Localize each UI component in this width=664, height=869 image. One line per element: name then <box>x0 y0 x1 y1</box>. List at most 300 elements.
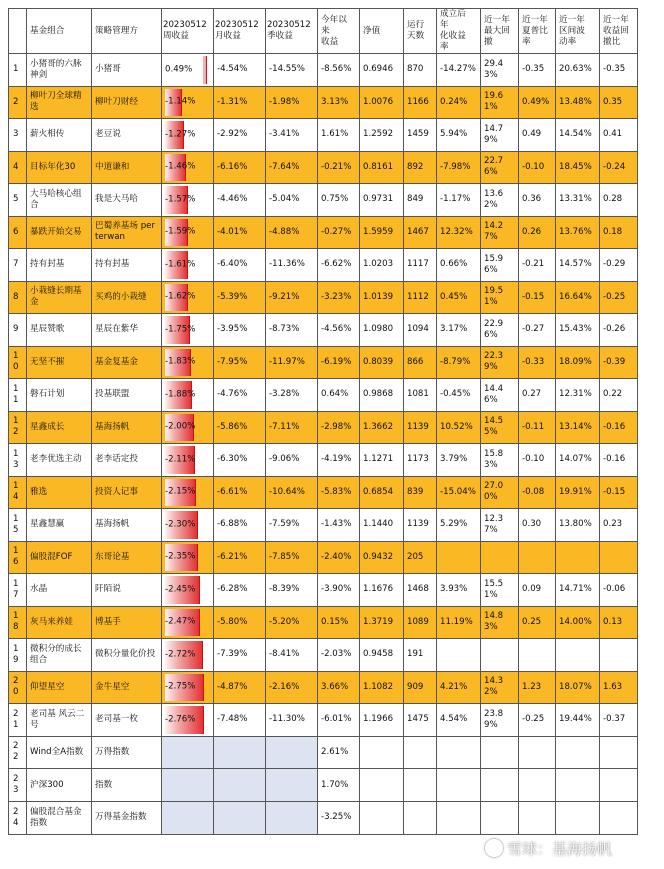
cell-month: -6.88% <box>214 509 266 542</box>
cell-vol: 18.45% <box>556 151 600 184</box>
column-header: 20230512 季收益 <box>266 9 318 54</box>
cell-ytd: -2.98% <box>318 411 360 444</box>
cell-name: 目标年化30 <box>27 151 92 184</box>
cell-manager: 指数 <box>92 769 162 802</box>
cell-quarter: -14.55% <box>266 54 318 87</box>
cell-idx: 1 <box>9 54 27 87</box>
blank-cell <box>266 802 318 835</box>
cell-annual: 3.93% <box>437 574 481 607</box>
week-return-cell <box>162 379 214 412</box>
week-return-cell <box>162 671 214 704</box>
cell-manager: 万得指数 <box>92 736 162 769</box>
week-return-value: -2.35% <box>165 551 196 562</box>
cell-annual: 5.29% <box>437 509 481 542</box>
cell-maxdd: 14.32% <box>481 671 519 704</box>
table-row <box>9 509 638 542</box>
table-row <box>9 314 638 347</box>
cell-name: 持有封基 <box>27 249 92 282</box>
cell-name: 无坚不摧 <box>27 346 92 379</box>
cell-days: 1173 <box>404 444 437 477</box>
table-row <box>9 119 638 152</box>
table-row <box>9 476 638 509</box>
cell-quarter: -3.41% <box>266 119 318 152</box>
table-row <box>9 379 638 412</box>
cell-ytd: -0.21% <box>318 151 360 184</box>
cell-quarter: -4.88% <box>266 216 318 249</box>
week-return-value: -1.88% <box>165 389 196 400</box>
cell-name: 小猪哥的六脉神剑 <box>27 54 92 87</box>
cell-quarter: -7.59% <box>266 509 318 542</box>
cell-month: -6.61% <box>214 476 266 509</box>
cell-maxdd: 23.89% <box>481 704 519 737</box>
cell-ratio: -0.29 <box>600 249 638 282</box>
cell-quarter: -3.28% <box>266 379 318 412</box>
cell-vol: 14.71% <box>556 574 600 607</box>
cell-nav: 0.9868 <box>360 379 404 412</box>
cell-maxdd: 14.79% <box>481 119 519 152</box>
cell-nav: 1.1966 <box>360 704 404 737</box>
cell-vol: 15.43% <box>556 314 600 347</box>
blank-cell <box>437 736 481 769</box>
cell-name: 老司基 风云二号 <box>27 704 92 737</box>
cell-ratio: -0.15 <box>600 476 638 509</box>
column-header: 近一年 区间波 动率 <box>556 9 600 54</box>
table-row <box>9 346 638 379</box>
cell-annual: 3.17% <box>437 314 481 347</box>
cell-quarter: -2.16% <box>266 671 318 704</box>
cell-vol: 19.91% <box>556 476 600 509</box>
week-return-value: -2.45% <box>165 584 196 595</box>
cell-annual: -14.27% <box>437 54 481 87</box>
cell-vol: 20.63% <box>556 54 600 87</box>
cell-name: 柳叶刀全球精选 <box>27 86 92 119</box>
cell-ytd: -6.19% <box>318 346 360 379</box>
index-row <box>9 802 638 835</box>
blank-cell <box>600 802 638 835</box>
cell-manager: 持有封基 <box>92 249 162 282</box>
cell-month: -1.31% <box>214 86 266 119</box>
cell-name: 偏股混合基金指数 <box>27 802 92 835</box>
table-row <box>9 704 638 737</box>
cell-maxdd: 27.00% <box>481 476 519 509</box>
cell-month: -6.21% <box>214 541 266 574</box>
week-return-cell <box>162 606 214 639</box>
cell-sharpe: 1.23 <box>519 671 556 704</box>
cell-ytd: -4.19% <box>318 444 360 477</box>
cell-manager: 基海扬帆 <box>92 411 162 444</box>
cell-nav: 1.1082 <box>360 671 404 704</box>
cell-sharpe: -0.21 <box>519 249 556 282</box>
cell-ytd: -3.90% <box>318 574 360 607</box>
cell-ratio: 0.22 <box>600 379 638 412</box>
week-return-value: -2.72% <box>165 649 196 660</box>
cell-idx: 20 <box>9 671 27 704</box>
snowball-logo-icon <box>485 839 503 857</box>
cell-annual: -7.98% <box>437 151 481 184</box>
cell-name: 水晶 <box>27 574 92 607</box>
week-return-cell <box>162 119 214 152</box>
cell-nav: 0.8161 <box>360 151 404 184</box>
cell-annual <box>437 541 481 574</box>
cell-ytd: -6.01% <box>318 704 360 737</box>
week-return-cell <box>162 444 214 477</box>
cell-ratio <box>600 541 638 574</box>
cell-nav: 0.6946 <box>360 54 404 87</box>
cell-ytd: 0.75% <box>318 184 360 217</box>
week-return-value: -1.14% <box>165 96 196 107</box>
blank-cell <box>437 802 481 835</box>
cell-manager: 老李话定投 <box>92 444 162 477</box>
cell-vol: 13.80% <box>556 509 600 542</box>
cell-quarter: -7.85% <box>266 541 318 574</box>
cell-vol: 14.00% <box>556 606 600 639</box>
cell-days: 1166 <box>404 86 437 119</box>
cell-quarter: -11.97% <box>266 346 318 379</box>
cell-manager: 投资人记事 <box>92 476 162 509</box>
blank-cell <box>404 769 437 802</box>
cell-quarter: -5.04% <box>266 184 318 217</box>
cell-days: 892 <box>404 151 437 184</box>
cell-name: 雅选 <box>27 476 92 509</box>
column-header: 近一年 最大回 撤 <box>481 9 519 54</box>
cell-idx: 9 <box>9 314 27 347</box>
cell-ratio: 0.18 <box>600 216 638 249</box>
week-return-cell <box>162 411 214 444</box>
cell-month: -7.48% <box>214 704 266 737</box>
cell-name: 磐石计划 <box>27 379 92 412</box>
cell-days: 870 <box>404 54 437 87</box>
week-return-cell <box>162 574 214 607</box>
week-return-cell <box>162 281 214 314</box>
cell-quarter: -10.64% <box>266 476 318 509</box>
column-header: 净值 <box>360 9 404 54</box>
column-header: 今年以 来 收益 <box>318 9 360 54</box>
cell-nav: 1.3719 <box>360 606 404 639</box>
cell-sharpe: -0.33 <box>519 346 556 379</box>
cell-month: -4.01% <box>214 216 266 249</box>
cell-month: -5.80% <box>214 606 266 639</box>
cell-idx: 16 <box>9 541 27 574</box>
week-return-value: -2.47% <box>165 616 196 627</box>
cell-maxdd: 15.51% <box>481 574 519 607</box>
table-row <box>9 216 638 249</box>
blank-cell <box>360 769 404 802</box>
week-return-cell <box>162 541 214 574</box>
blank-cell <box>556 736 600 769</box>
index-row <box>9 769 638 802</box>
cell-nav: 0.9731 <box>360 184 404 217</box>
cell-idx: 8 <box>9 281 27 314</box>
week-return-value: -1.61% <box>165 259 196 270</box>
cell-quarter: -7.11% <box>266 411 318 444</box>
cell-idx: 4 <box>9 151 27 184</box>
cell-quarter: -11.30% <box>266 704 318 737</box>
fund-ranking-table <box>8 8 638 835</box>
cell-month: -2.92% <box>214 119 266 152</box>
cell-annual: 4.21% <box>437 671 481 704</box>
column-header: 20230512 月收益 <box>214 9 266 54</box>
cell-idx: 23 <box>9 769 27 802</box>
cell-sharpe: 0.26 <box>519 216 556 249</box>
cell-ratio: -0.35 <box>600 54 638 87</box>
cell-name: 微积分的成长组合 <box>27 639 92 672</box>
week-return-value: -1.27% <box>165 129 196 140</box>
cell-ratio: -0.26 <box>600 314 638 347</box>
blank-cell <box>481 802 519 835</box>
cell-ytd: -2.03% <box>318 639 360 672</box>
cell-maxdd: 29.43% <box>481 54 519 87</box>
week-return-value: -1.75% <box>165 324 196 335</box>
cell-month: -4.76% <box>214 379 266 412</box>
week-return-cell <box>162 639 214 672</box>
cell-annual: -0.45% <box>437 379 481 412</box>
cell-nav: 1.1440 <box>360 509 404 542</box>
cell-annual: 10.52% <box>437 411 481 444</box>
cell-ratio: -0.37 <box>600 704 638 737</box>
week-return-value: -1.46% <box>165 161 196 172</box>
blank-cell <box>437 769 481 802</box>
cell-vol <box>556 639 600 672</box>
cell-idx: 14 <box>9 476 27 509</box>
cell-name: 偏股混FOF <box>27 541 92 574</box>
column-header <box>9 9 27 54</box>
cell-sharpe <box>519 639 556 672</box>
cell-nav: 0.6854 <box>360 476 404 509</box>
cell-days: 1467 <box>404 216 437 249</box>
cell-ytd: -5.83% <box>318 476 360 509</box>
cell-vol: 13.76% <box>556 216 600 249</box>
cell-days: 191 <box>404 639 437 672</box>
cell-ratio: 0.23 <box>600 509 638 542</box>
cell-vol: 14.54% <box>556 119 600 152</box>
cell-ratio: -0.16 <box>600 411 638 444</box>
week-return-value: -2.30% <box>165 519 196 530</box>
cell-quarter: -7.64% <box>266 151 318 184</box>
cell-nav: 1.3662 <box>360 411 404 444</box>
week-return-value: -1.57% <box>165 194 196 205</box>
cell-idx: 19 <box>9 639 27 672</box>
cell-sharpe: -0.27 <box>519 314 556 347</box>
cell-maxdd: 12.37% <box>481 509 519 542</box>
cell-quarter: -1.98% <box>266 86 318 119</box>
blank-cell <box>519 736 556 769</box>
cell-annual: 0.45% <box>437 281 481 314</box>
cell-idx: 18 <box>9 606 27 639</box>
cell-vol: 18.09% <box>556 346 600 379</box>
cell-days: 1112 <box>404 281 437 314</box>
cell-ytd: -1.43% <box>318 509 360 542</box>
cell-days: 1468 <box>404 574 437 607</box>
cell-days: 849 <box>404 184 437 217</box>
cell-ytd: 0.15% <box>318 606 360 639</box>
index-row <box>9 736 638 769</box>
cell-name: Wind全A指数 <box>27 736 92 769</box>
week-return-value: -1.59% <box>165 226 196 237</box>
cell-days: 1094 <box>404 314 437 347</box>
cell-maxdd: 13.62% <box>481 184 519 217</box>
cell-vol: 14.57% <box>556 249 600 282</box>
cell-annual: -1.17% <box>437 184 481 217</box>
cell-idx: 22 <box>9 736 27 769</box>
cell-quarter: -5.20% <box>266 606 318 639</box>
table-row <box>9 281 638 314</box>
cell-name: 星鑫慧赢 <box>27 509 92 542</box>
cell-manager: 基海扬帆 <box>92 509 162 542</box>
cell-sharpe <box>519 541 556 574</box>
cell-idx: 21 <box>9 704 27 737</box>
cell-vol: 12.31% <box>556 379 600 412</box>
week-return-bar <box>203 56 207 84</box>
cell-annual: 5.94% <box>437 119 481 152</box>
week-return-value: -2.76% <box>165 714 196 725</box>
cell-month: -4.46% <box>214 184 266 217</box>
cell-maxdd: 19.61% <box>481 86 519 119</box>
cell-nav: 1.0980 <box>360 314 404 347</box>
cell-month: -6.28% <box>214 574 266 607</box>
cell-vol: 13.14% <box>556 411 600 444</box>
cell-quarter: -8.41% <box>266 639 318 672</box>
table-row <box>9 671 638 704</box>
blank-cell <box>360 736 404 769</box>
cell-nav: 1.0139 <box>360 281 404 314</box>
blank-cell <box>600 736 638 769</box>
cell-sharpe: 0.49 <box>519 119 556 152</box>
cell-manager: 中道谦和 <box>92 151 162 184</box>
cell-ratio: 0.35 <box>600 86 638 119</box>
cell-days: 839 <box>404 476 437 509</box>
cell-ytd: 0.64% <box>318 379 360 412</box>
cell-manager: 基金复基金 <box>92 346 162 379</box>
week-return-value: -1.62% <box>165 291 196 302</box>
cell-days: 1139 <box>404 411 437 444</box>
week-return-cell <box>162 314 214 347</box>
blank-cell <box>162 802 214 835</box>
cell-nav: 0.9432 <box>360 541 404 574</box>
cell-manager: 小猪哥 <box>92 54 162 87</box>
blank-cell <box>519 769 556 802</box>
cell-days: 1081 <box>404 379 437 412</box>
cell-days: 866 <box>404 346 437 379</box>
cell-annual: 0.66% <box>437 249 481 282</box>
cell-days: 909 <box>404 671 437 704</box>
cell-days: 1475 <box>404 704 437 737</box>
table-row <box>9 411 638 444</box>
cell-month: -4.87% <box>214 671 266 704</box>
cell-ytd: 3.13% <box>318 86 360 119</box>
cell-sharpe: 0.27 <box>519 379 556 412</box>
cell-month: -6.16% <box>214 151 266 184</box>
column-header: 近一年 夏普比 率 <box>519 9 556 54</box>
cell-sharpe: 0.49% <box>519 86 556 119</box>
week-return-value: -2.00% <box>165 421 196 432</box>
cell-idx: 6 <box>9 216 27 249</box>
blank-cell <box>266 736 318 769</box>
cell-ratio: -0.25 <box>600 281 638 314</box>
cell-name: 薪火相传 <box>27 119 92 152</box>
cell-maxdd: 14.27% <box>481 216 519 249</box>
cell-manager: 柳叶刀财经 <box>92 86 162 119</box>
cell-ytd: -6.62% <box>318 249 360 282</box>
cell-idx: 12 <box>9 411 27 444</box>
cell-days: 1089 <box>404 606 437 639</box>
blank-cell <box>162 736 214 769</box>
cell-maxdd <box>481 639 519 672</box>
table-row <box>9 86 638 119</box>
cell-month: -6.30% <box>214 444 266 477</box>
cell-ratio: 0.28 <box>600 184 638 217</box>
cell-ratio: 1.63 <box>600 671 638 704</box>
cell-annual: 0.24% <box>437 86 481 119</box>
week-return-value: 0.49% <box>165 64 193 75</box>
week-return-value: -2.75% <box>165 681 196 692</box>
blank-cell <box>162 769 214 802</box>
cell-nav: 0.8039 <box>360 346 404 379</box>
cell-nav: 1.0076 <box>360 86 404 119</box>
cell-sharpe: -0.15 <box>519 281 556 314</box>
cell-ratio: 0.41 <box>600 119 638 152</box>
cell-name: 灰马来养娃 <box>27 606 92 639</box>
blank-cell <box>214 736 266 769</box>
blank-cell <box>214 802 266 835</box>
column-header: 近一年 收益回 撤比 <box>600 9 638 54</box>
week-return-cell <box>162 704 214 737</box>
week-return-value: -1.83% <box>165 356 196 367</box>
cell-manager: 万得基金指数 <box>92 802 162 835</box>
week-return-cell <box>162 54 214 87</box>
cell-annual: 3.79% <box>437 444 481 477</box>
cell-manager: 巴蜀养基场 perterwan <box>92 216 162 249</box>
cell-month: -4.54% <box>214 54 266 87</box>
week-return-cell <box>162 151 214 184</box>
cell-maxdd: 22.76% <box>481 151 519 184</box>
week-return-value: -2.11% <box>165 454 196 465</box>
cell-sharpe: -0.10 <box>519 151 556 184</box>
cell-vol: 13.48% <box>556 86 600 119</box>
cell-vol: 14.07% <box>556 444 600 477</box>
table-row <box>9 249 638 282</box>
week-return-cell <box>162 216 214 249</box>
blank-cell <box>404 802 437 835</box>
cell-quarter: -8.39% <box>266 574 318 607</box>
cell-vol: 18.07% <box>556 671 600 704</box>
cell-idx: 2 <box>9 86 27 119</box>
cell-manager: 阡陌说 <box>92 574 162 607</box>
cell-idx: 15 <box>9 509 27 542</box>
cell-days: 1117 <box>404 249 437 282</box>
cell-manager: 买鸡的小栽缝 <box>92 281 162 314</box>
cell-manager: 金牛星空 <box>92 671 162 704</box>
column-header: 20230512 周收益 <box>162 9 214 54</box>
cell-annual: 4.54% <box>437 704 481 737</box>
cell-idx: 3 <box>9 119 27 152</box>
cell-vol: 13.31% <box>556 184 600 217</box>
cell-ytd: 2.61% <box>318 736 360 769</box>
cell-annual: -8.79% <box>437 346 481 379</box>
cell-quarter: -9.21% <box>266 281 318 314</box>
blank-cell <box>519 802 556 835</box>
table-row <box>9 444 638 477</box>
cell-ratio: 0.13 <box>600 606 638 639</box>
watermark <box>485 838 664 858</box>
blank-cell <box>214 769 266 802</box>
cell-maxdd: 19.51% <box>481 281 519 314</box>
week-return-cell <box>162 86 214 119</box>
cell-ytd: 3.66% <box>318 671 360 704</box>
cell-ratio: -0.24 <box>600 151 638 184</box>
cell-ratio: -0.16 <box>600 444 638 477</box>
header-row <box>9 9 638 54</box>
cell-days: 1139 <box>404 509 437 542</box>
